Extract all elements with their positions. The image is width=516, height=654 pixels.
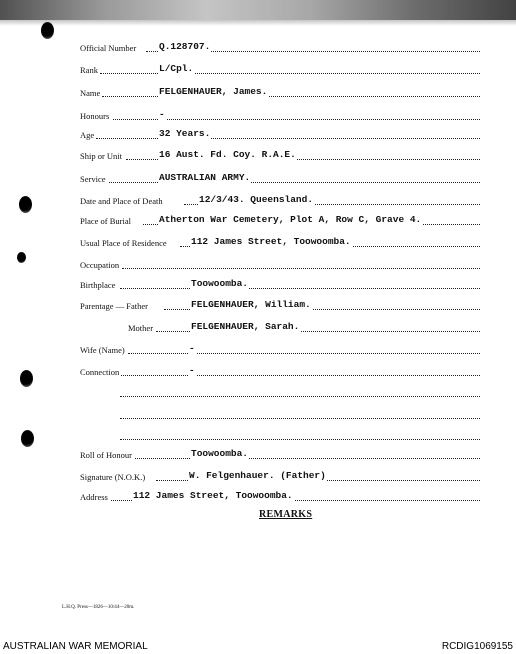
- wife-value: -: [189, 343, 195, 354]
- occupation-label: Occupation: [80, 260, 120, 270]
- mother-value: FELGENHAUER, Sarah.: [191, 321, 300, 332]
- dotted-line: [122, 267, 480, 269]
- honours-row: [80, 108, 480, 122]
- remarks-heading: REMARKS: [259, 509, 313, 520]
- mother-label: Mother: [128, 323, 154, 333]
- official-number-row: [80, 40, 480, 54]
- signature-value: W. Felgenhauer. (Father): [189, 470, 326, 481]
- birthplace-label: Birthplace: [80, 280, 116, 290]
- roll-of-honour-label: Roll of Honour: [80, 450, 132, 460]
- address-value: 112 James Street, Toowoomba.: [133, 490, 293, 501]
- ship-or-unit-label: Ship or Unit: [80, 151, 123, 161]
- connection-value: -: [189, 365, 195, 376]
- age-value: 32 Years.: [159, 128, 211, 139]
- name-row: [80, 85, 480, 99]
- honours-value: -: [159, 109, 165, 120]
- honours-label: Honours: [80, 111, 110, 121]
- punch-hole-icon: [20, 370, 33, 387]
- age-row: [80, 127, 480, 141]
- address-label: Address: [80, 492, 108, 502]
- place-burial-value: Atherton War Cemetery, Plot A, Row C, Grave 4.: [159, 214, 422, 225]
- wife-row: [80, 342, 480, 356]
- punch-hole-icon: [41, 22, 54, 39]
- roll-of-honour-row: [80, 447, 480, 461]
- dotted-line: [100, 72, 480, 74]
- birthplace-row: [80, 277, 480, 291]
- official-number-value: Q.128707.: [159, 41, 211, 52]
- blank-line: [120, 385, 480, 399]
- usual-residence-label: Usual Place of Residence: [80, 238, 167, 248]
- punch-hole-icon: [19, 196, 32, 213]
- connection-label: Connection: [80, 367, 120, 377]
- dotted-line: [120, 287, 480, 289]
- signature-label: Signature (N.O.K.): [80, 472, 146, 482]
- blank-line: [120, 428, 480, 442]
- dotted-line: [135, 457, 480, 459]
- dotted-line: [113, 118, 480, 120]
- usual-residence-row: [80, 235, 480, 249]
- mother-row: [128, 320, 480, 334]
- ship-or-unit-value: 16 Aust. Fd. Coy. R.A.E.: [159, 149, 296, 160]
- archive-caption-right: RCDIG1069155: [441, 641, 513, 652]
- date-place-death-row: [80, 193, 480, 207]
- rank-label: Rank: [80, 65, 98, 75]
- birthplace-value: Toowoomba.: [191, 278, 249, 289]
- dotted-line: [120, 417, 480, 419]
- connection-row: [80, 364, 480, 378]
- punch-hole-icon: [17, 252, 26, 263]
- dotted-line: [120, 438, 480, 440]
- place-burial-label: Place of Burial: [80, 216, 131, 226]
- name-label: Name: [80, 88, 101, 98]
- dotted-line: [121, 374, 480, 376]
- date-place-death-label: Date and Place of Death: [80, 196, 163, 206]
- address-row: [80, 489, 480, 503]
- date-place-death-value: 12/3/43. Queensland.: [199, 194, 314, 205]
- father-value: FELGENHAUER, William.: [191, 299, 311, 310]
- father-row: [80, 298, 480, 312]
- dotted-line: [96, 137, 480, 139]
- official-number-label: Official Number: [80, 43, 137, 53]
- ship-or-unit-row: [80, 148, 480, 162]
- age-label: Age: [80, 130, 95, 140]
- roll-of-honour-value: Toowoomba.: [191, 448, 249, 459]
- dotted-line: [120, 395, 480, 397]
- dotted-line: [128, 352, 480, 354]
- blank-line: [120, 407, 480, 421]
- signature-row: [80, 469, 480, 483]
- place-burial-row: [80, 213, 480, 227]
- name-value: FELGENHAUER, James.: [159, 86, 268, 97]
- rank-value: L/Cpl.: [159, 63, 194, 74]
- service-value: AUSTRALIAN ARMY.: [159, 172, 251, 183]
- father-label: Parentage — Father: [80, 301, 148, 311]
- usual-residence-value: 112 James Street, Toowoomba.: [191, 236, 351, 247]
- punch-hole-icon: [21, 430, 34, 447]
- service-row: [80, 171, 480, 185]
- scan-edge-shadow: [0, 0, 516, 20]
- printer-imprint: L.H.Q. Press—1826—10/44—20m.: [62, 605, 135, 610]
- service-label: Service: [80, 174, 106, 184]
- wife-label: Wife (Name): [80, 345, 125, 355]
- archive-caption-left: AUSTRALIAN WAR MEMORIAL: [3, 641, 148, 652]
- rank-row: [80, 62, 480, 76]
- occupation-row: [80, 257, 480, 271]
